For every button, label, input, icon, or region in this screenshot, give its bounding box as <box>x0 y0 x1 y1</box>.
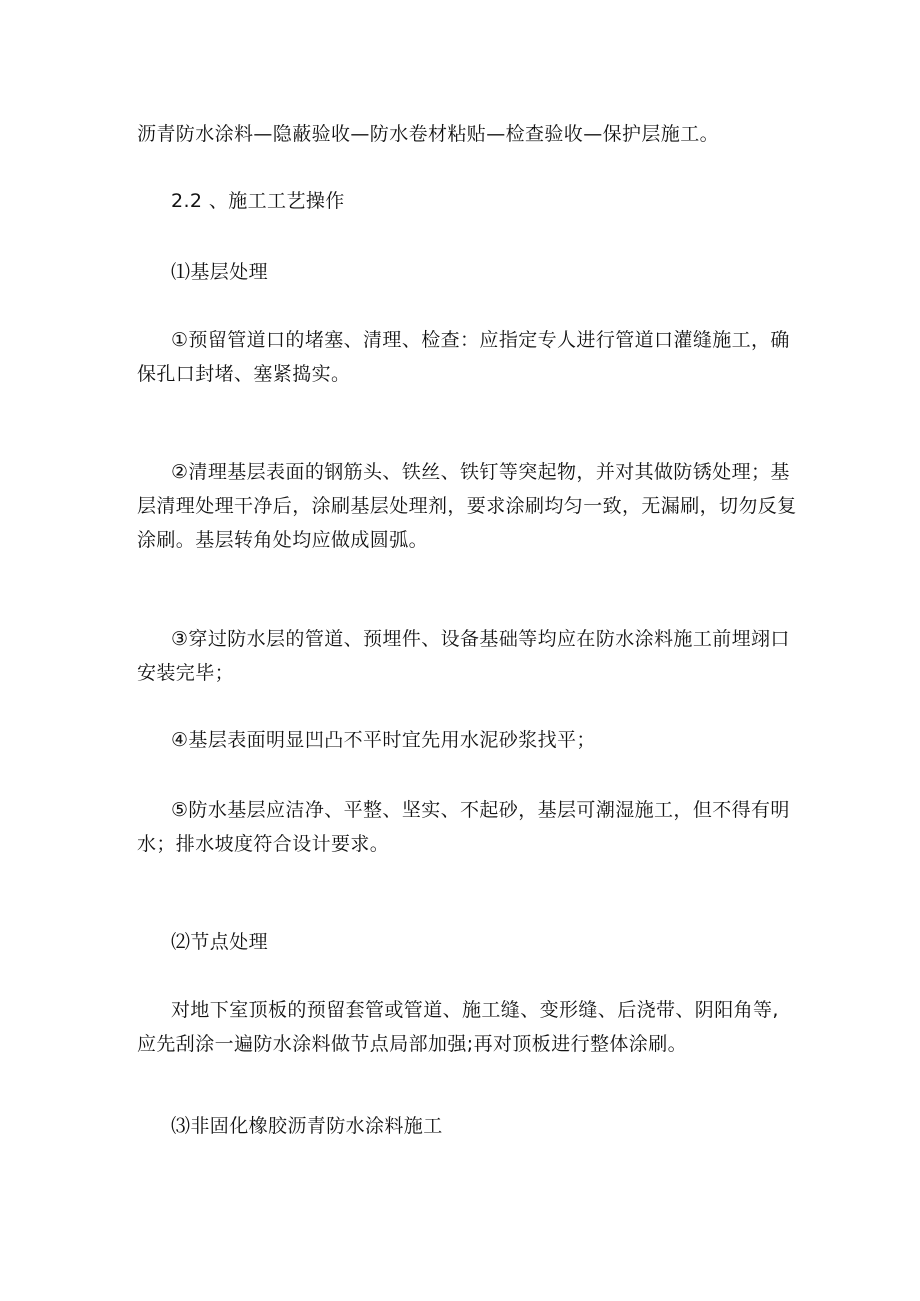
paragraph-item-3: ③穿过防水层的管道、预埋件、设备基础等均应在防水涂料施工前埋翊口安装完毕； <box>137 628 790 684</box>
paragraph-item-1: ①预留管道口的堵塞、清理、检查：应指定专人进行管道口灌缝施工，确保孔口封堵、塞紧捣实。 <box>137 329 790 385</box>
subheading-base-treatment: ⑴基层处理 <box>171 261 269 283</box>
section-heading-2-2: 2.2 、施工工艺操作 <box>171 190 345 212</box>
paragraph-item-5: ⑤防水基层应洁净、平整、坚实、不起砂，基层可潮湿施工，但不得有明水；排水坡度符合设计要求。 <box>137 799 790 855</box>
subheading-node-treatment: ⑵节点处理 <box>171 931 269 953</box>
paragraph-item-4: ④基层表面明显凹凸不平时宜先用水泥砂浆找平； <box>171 729 596 751</box>
subheading-coating-construction: ⑶非固化橡胶沥青防水涂料施工 <box>171 1115 443 1137</box>
paragraph-node-treatment: 对地下室顶板的预留套管或管道、施工缝、变形缝、后浇带、阴阳角等,应先刮涂一遍防水涂料做节点局部加强;再对顶板进行整体涂刷。 <box>137 999 779 1055</box>
process-flow-text: 沥青防水涂料—隐蔽验收—防水卷材粘贴—检查验收—保护层施工。 <box>137 123 720 145</box>
paragraph-item-2: ②清理基层表面的钢筋头、铁丝、铁钉等突起物，并对其做防锈处理；基层清理处理干净后，涂刷基层处理剂，要求涂刷均匀一致，无漏刷，切勿反复涂刷。基层转角处均应做成圆弧。 <box>137 461 797 551</box>
